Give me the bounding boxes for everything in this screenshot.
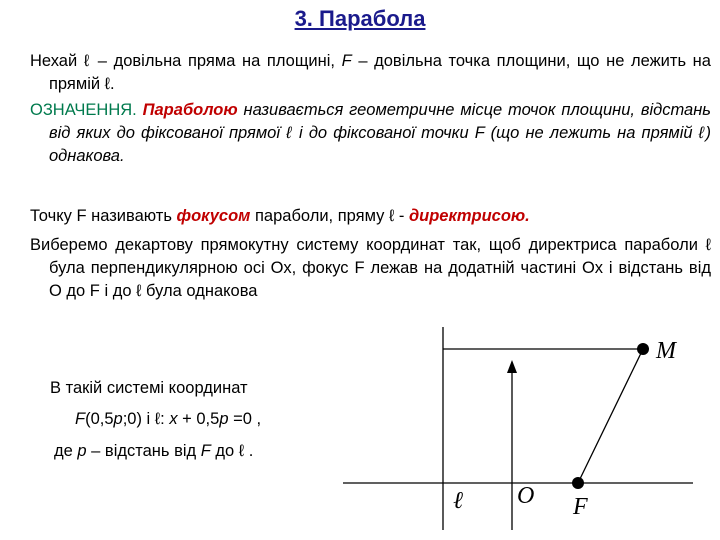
focus-symbol: F — [341, 52, 352, 70]
intro-text-c: – довільна точка площини, що не лежить на прямій ℓ. — [49, 52, 711, 93]
system-line-2: F(0,5p;0) і ℓ: x + 0,5p =0 , — [75, 410, 262, 428]
system-line-3: де p – відстань від F до ℓ . — [54, 442, 254, 460]
definition-text: називається геометричне місце точок площини, відстань від яких до фіксованої прямої ℓ і до фіксованої точки F (що не лежить на прямій ℓ) однакова. — [49, 101, 711, 165]
p2-text-b: параболи, пряму ℓ - — [250, 207, 409, 225]
intro-text-b: – довільна пряма на площині, — [91, 52, 342, 70]
page-title: 3. Парабола — [294, 6, 426, 31]
label-l: ℓ — [453, 488, 463, 514]
point-m — [637, 343, 649, 355]
label-m: M — [656, 338, 676, 364]
system-line-1: В такій системі координат — [50, 379, 248, 397]
point-f — [572, 477, 584, 489]
y-axis-arrow — [507, 360, 517, 373]
line-symbol: ℓ — [83, 52, 92, 70]
definition-term: Параболою — [142, 101, 238, 119]
directrix-term: директрисою. — [408, 207, 530, 225]
focus-term: фокусом — [176, 207, 251, 225]
coordinate-choice-paragraph: Виберемо декартову прямокутну систему координат так, щоб директриса параболи ℓ була перпендикулярною осі Ох, фокус F лежав на додатній частині Ох і відстань від О до F і до ℓ була однакова — [30, 236, 711, 300]
label-o: O — [517, 483, 535, 509]
p2-text-a: Точку F називають — [30, 207, 177, 225]
intro-text-a: Нехай — [30, 52, 84, 70]
label-f: F — [573, 494, 588, 520]
focus-segment — [578, 349, 643, 483]
definition-label: ОЗНАЧЕННЯ. — [30, 101, 137, 119]
